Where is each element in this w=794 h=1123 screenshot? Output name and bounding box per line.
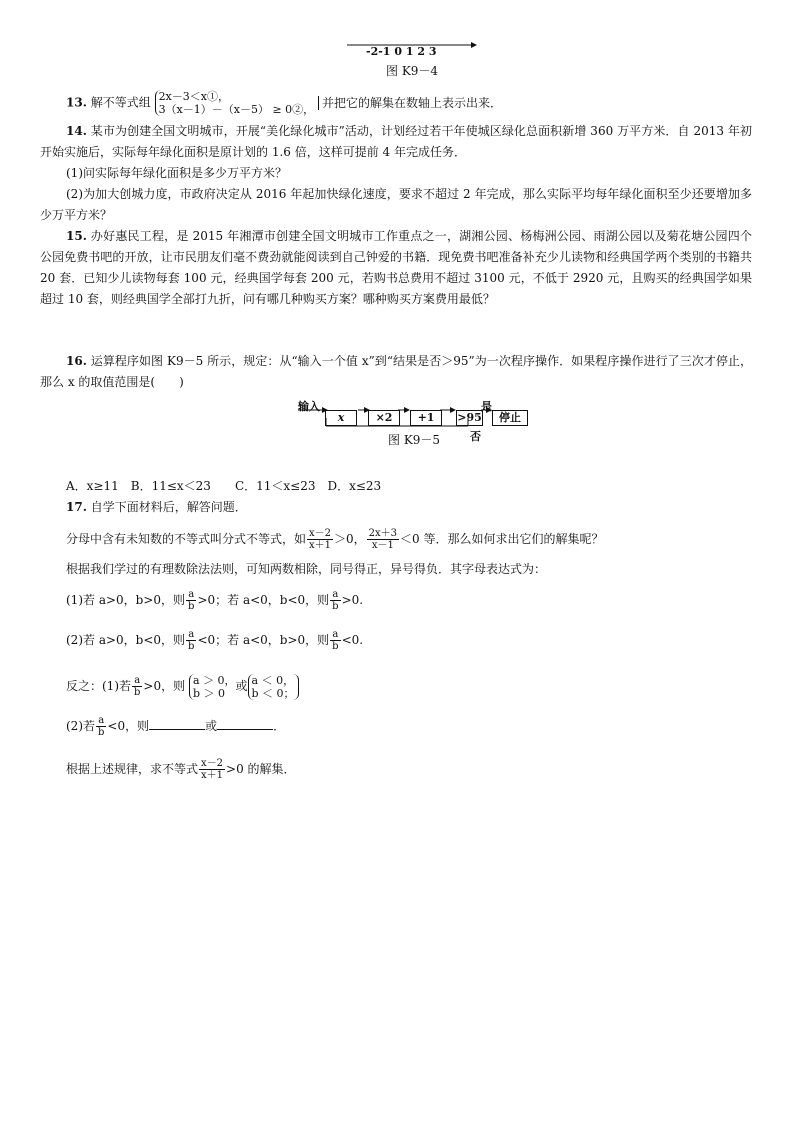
- flow-input-label: 输入: [298, 400, 320, 413]
- numerator: a: [186, 629, 196, 641]
- fraction: [199, 758, 225, 781]
- text: (2)若: [66, 719, 95, 733]
- question-text: 运算程序如图 K9－5 所示，规定：从“输入一个值 x”到“结果是否＞95”为一次程序操作．如果程序操作进行了三次才停止，那么 x 的取值范围是( ): [40, 354, 752, 389]
- question-text: 某市为创建全国文明城市，开展“美化绿化城市”活动，计划经过若干年使城区绿化总面积新增 360 万平方米．自 2013 年初开始实施后，实际每年绿化面积是原计划的 1.6 倍，这样可提前 4 年完成任务．: [40, 124, 752, 159]
- inequality-system: [155, 90, 315, 116]
- text: <0.: [341, 633, 364, 647]
- question-text: 解不等式组: [90, 95, 151, 110]
- flow-multiply-box: ×2: [368, 410, 400, 426]
- numerator: a: [186, 589, 196, 601]
- fraction: [367, 528, 399, 551]
- numerator: a: [96, 715, 106, 727]
- flow-x-box: x: [325, 410, 357, 426]
- denominator: x＋1: [201, 770, 224, 781]
- inequality: b ＜ 0；: [251, 686, 295, 700]
- q17-converse-2: [66, 712, 285, 740]
- question-15: [40, 226, 752, 310]
- denominator: x＋1: [309, 540, 332, 551]
- question-17: [66, 499, 247, 515]
- question-13: [66, 90, 502, 116]
- text: >0，则: [143, 679, 186, 693]
- inequality-1: 2x－3＜x①，: [158, 90, 229, 103]
- answer-blank[interactable]: [217, 729, 273, 730]
- text: (2)若 a>0，b<0，则: [66, 633, 186, 647]
- text: ＞0，: [334, 532, 366, 546]
- question-14-part-2: (2)为加大创城力度，市政府决定从 2016 年起加快绿化速度，要求不超过 2 年完成，那么实际平均每年绿化面积至少还要增加多少万平方米？: [40, 187, 752, 222]
- denominator: b: [332, 641, 339, 652]
- figure-caption: 图 K9－5: [388, 433, 441, 447]
- inequality: b ＞ 0: [192, 686, 225, 700]
- question-number: 17.: [66, 500, 87, 514]
- q17-line-1: [66, 527, 604, 551]
- numerator: a: [132, 675, 142, 687]
- numerator: a: [330, 629, 340, 641]
- question-number: 15.: [66, 229, 87, 243]
- denominator: b: [134, 687, 141, 698]
- denominator: b: [188, 601, 195, 612]
- tick-label: -1: [378, 45, 391, 58]
- flow-stop-box: 停止: [492, 410, 528, 426]
- number-line-labels: [366, 45, 436, 58]
- numerator: x－2: [309, 528, 332, 539]
- tick-label: 3: [428, 45, 437, 58]
- fraction: [307, 528, 333, 551]
- text: >0.: [341, 593, 364, 607]
- question-14: [40, 121, 752, 163]
- question-text: 自学下面材料后，解答问题．: [90, 500, 247, 514]
- numerator: a: [330, 589, 340, 601]
- fraction: [186, 629, 196, 652]
- inequality-system: [248, 674, 299, 700]
- fraction: [330, 629, 340, 652]
- denominator: b: [188, 641, 195, 652]
- denominator: b: [332, 601, 339, 612]
- answer-blank[interactable]: [149, 729, 205, 730]
- question-number: 13.: [66, 95, 87, 110]
- flow-add-box: +1: [410, 410, 442, 426]
- q17-rule-2: [66, 628, 363, 652]
- text: 分母中含有未知数的不等式叫分式不等式，如: [66, 532, 307, 546]
- fraction: [96, 715, 106, 738]
- text: >0；若 a<0，b<0，则: [197, 593, 330, 607]
- q17-question: [66, 757, 296, 781]
- text: <0，则: [107, 719, 150, 733]
- text: (1)若 a>0，b>0，则: [66, 593, 186, 607]
- question-16: [40, 351, 752, 393]
- q17-rule-1: [66, 588, 363, 612]
- flow-compare-box: >95: [457, 411, 482, 424]
- question-number: 16.: [66, 354, 87, 368]
- flow-no-label: 否: [470, 430, 481, 443]
- text: ＜0 等．那么如何求出它们的解集呢？: [400, 532, 604, 546]
- figure-caption: 图 K9－4: [386, 64, 439, 78]
- tick-label: 1: [405, 45, 414, 58]
- flow-yes-label: 是: [481, 400, 492, 413]
- text: 或: [205, 719, 218, 733]
- inequality: a ＞ 0，: [192, 673, 236, 687]
- question-text: 办好惠民工程，是 2015 年湘潭市创建全国文明城市工作重点之一，湖湘公园、杨梅洲公园、雨湖公园以及菊花塘公园四个公园免费书吧的开放，让市民朋友们毫不费劲就能阅读到自己钟爱的书籍．现免费书吧准备补充少儿读物和经典国学两个类别的书籍共 20 套．已知少儿读物每套 100 元，经典国学每套 200 元，若购书总费用不超过 3100 元，不低于 2920 元，且购买的经典国学如果超过 10 套，则经典国学全部打九折，问有哪几种购买方案？哪种购买方案费用最低？: [40, 229, 752, 306]
- tick-label: -2: [366, 45, 379, 58]
- inequality-2: 3（x－1）－（x－5） ≥ 0②，: [158, 103, 315, 116]
- answer-options: A．x≥11 B．11≤x＜23 C．11＜x≤23 D．x≤23: [66, 479, 382, 493]
- tick-label: 2: [417, 45, 425, 58]
- fraction: [330, 589, 340, 612]
- fraction: [132, 675, 142, 698]
- fraction: [186, 589, 196, 612]
- question-text: 并把它的解集在数轴上表示出来．: [318, 96, 502, 110]
- text: 反之：(1)若: [66, 679, 131, 693]
- text: >0 的解集．: [226, 762, 296, 776]
- text: <0；若 a<0，b>0，则: [197, 633, 330, 647]
- text: ．: [273, 719, 286, 733]
- numerator: 2x＋3: [368, 528, 398, 539]
- denominator: b: [98, 727, 105, 738]
- q17-line-2: 根据我们学过的有理数除法法则，可知两数相除，同号得正，异号得负．其字母表达式为：: [66, 562, 547, 576]
- question-14-part-1: (1)问实际每年绿化面积是多少万平方米？: [66, 166, 287, 180]
- q17-converse-1: [66, 672, 299, 700]
- inequality: a ＜ 0，: [251, 673, 295, 687]
- inequality-system: [189, 674, 236, 700]
- numerator: x－2: [201, 758, 224, 769]
- tick-label: 0: [394, 45, 402, 58]
- denominator: x－1: [371, 540, 394, 551]
- text: 根据上述规律，求不等式: [66, 762, 199, 776]
- text: 或: [235, 679, 248, 693]
- question-number: 14.: [66, 124, 87, 138]
